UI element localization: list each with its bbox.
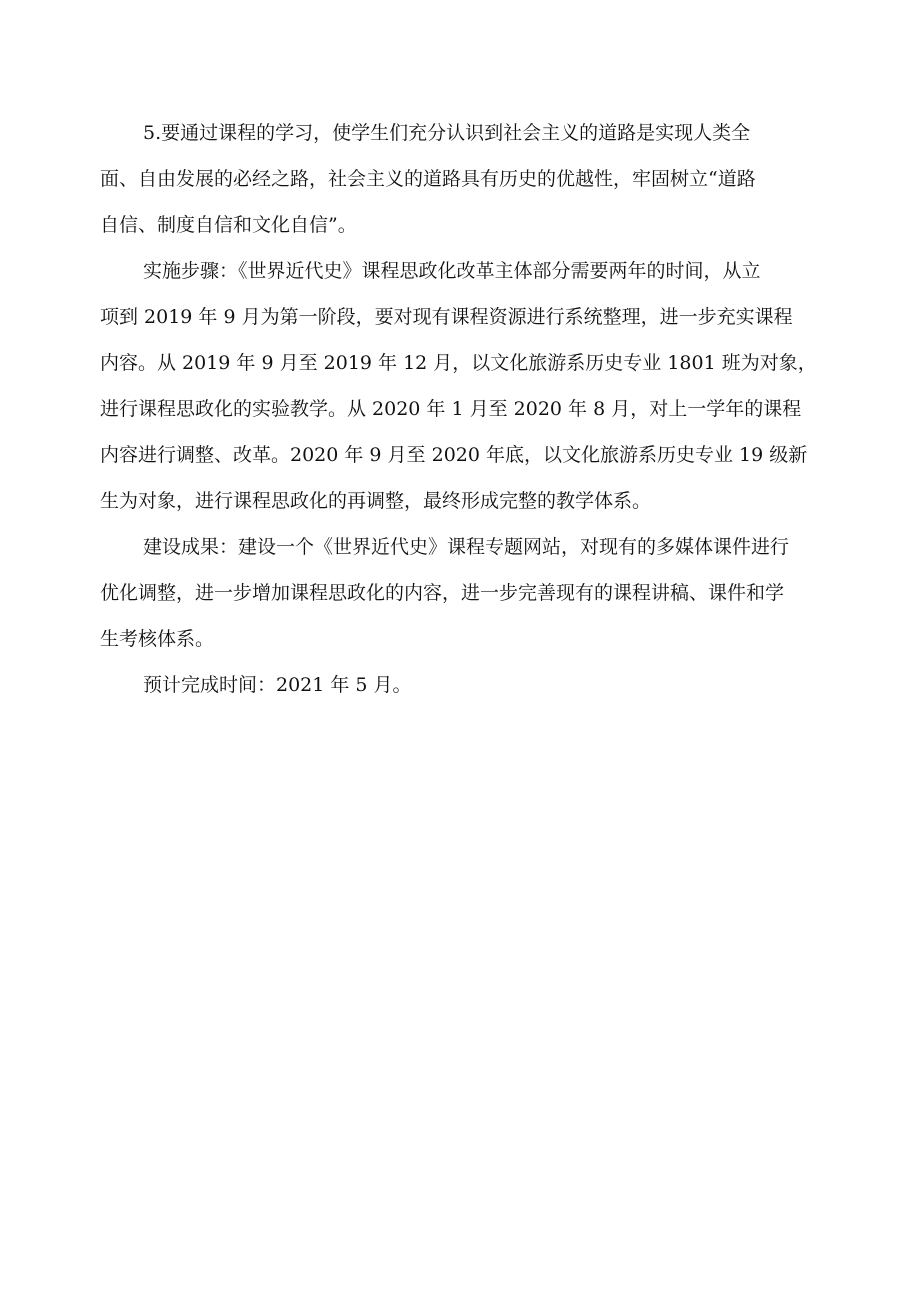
text-line: 进行课程思政化的实验教学。从 2020 年 1 月至 2020 年 8 月，对上一学年的课程	[100, 398, 802, 420]
text-line: 优化调整，进一步增加课程思政化的内容，进一步完善现有的课程讲稿、课件和学	[100, 582, 785, 604]
text-line: 实施步骤：《世界近代史》课程思政化改革主体部分需要两年的时间，从立	[143, 260, 761, 282]
text-line: 项到 2019 年 9 月为第一阶段，要对现有课程资源进行系统整理，进一步充实课程	[100, 306, 793, 328]
paragraph-goal-5	[100, 110, 824, 248]
text-line: 内容进行调整、改革。2020 年 9 月至 2020 年底，以文化旅游系历史专业 19 级新	[100, 444, 808, 466]
paragraph-completion-date	[100, 662, 824, 708]
text-line: 面、自由发展的必经之路，社会主义的道路具有历史的优越性，牢固树立“道路	[100, 168, 756, 190]
text-line: 预计完成时间：2021 年 5 月。	[143, 674, 412, 696]
text-line: 自信、制度自信和文化自信”。	[100, 214, 357, 236]
text-line: 建设成果：建设一个《世界近代史》课程专题网站，对现有的多媒体课件进行	[143, 536, 790, 558]
text-line: 内容。从 2019 年 9 月至 2019 年 12 月，以文化旅游系历史专业 1801 班为对象，	[100, 352, 817, 374]
text-line: 生考核体系。	[100, 628, 215, 650]
text-line: 生为对象，进行课程思政化的再调整，最终形成完整的教学体系。	[100, 490, 652, 512]
paragraph-implementation-steps	[100, 248, 824, 524]
document-body	[100, 110, 824, 708]
paragraph-outcomes	[100, 524, 824, 662]
text-line: 5.要通过课程的学习，使学生们充分认识到社会主义的道路是实现人类全	[143, 122, 751, 144]
